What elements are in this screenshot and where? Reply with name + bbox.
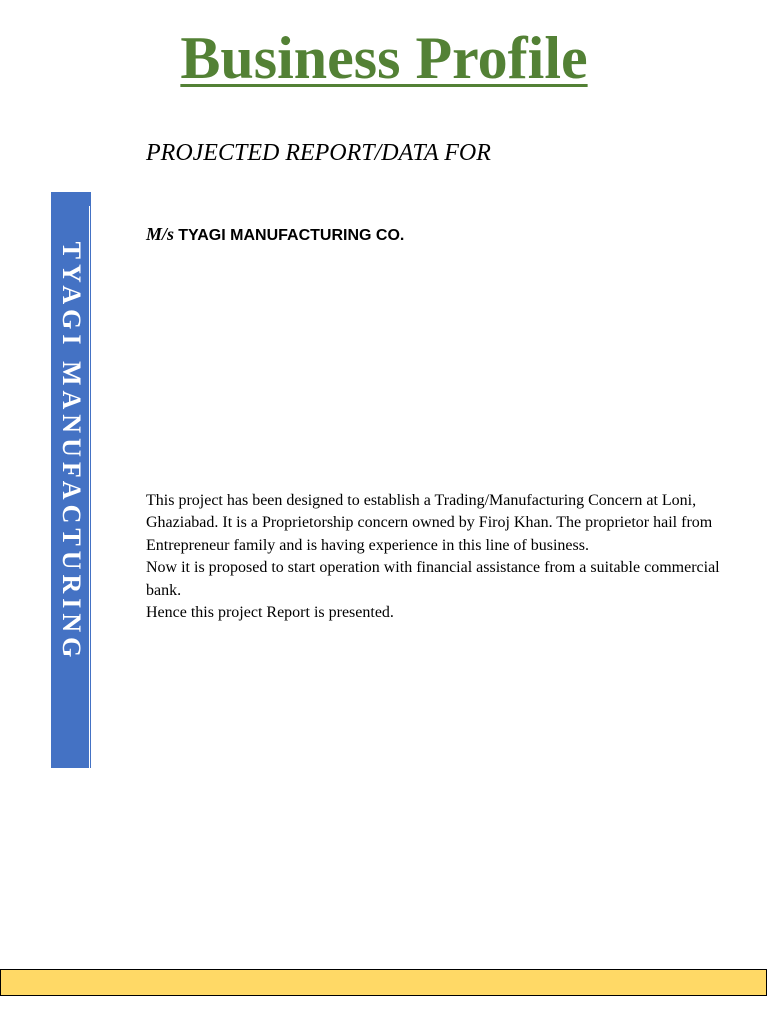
page-title: Business Profile: [180, 25, 588, 91]
description-paragraph: This project has been designed to establish a Trading/Manufacturing Concern at Loni, Ghaziabad. It is a Proprietorship concern owned by Firoj Khan. The proprietor hail from Entrepreneur family and is having experience in this line of business.: [146, 492, 713, 554]
footer-bar: [0, 969, 767, 996]
sidebar-divider: [89, 206, 90, 768]
description-paragraph: Now it is proposed to start operation with financial assistance from a suitable commercial bank.: [146, 559, 720, 599]
company-prefix: M/s: [146, 224, 175, 244]
project-description: [146, 490, 726, 624]
description-paragraph: Hence this project Report is presented.: [146, 604, 394, 622]
company-name: TYAGI MANUFACTURING CO.: [178, 227, 405, 244]
sidebar-banner: [51, 192, 91, 768]
report-subtitle: PROJECTED REPORT/DATA FOR: [146, 140, 491, 166]
sidebar-company-text: TYAGI MANUFACTURING: [57, 241, 86, 663]
company-line: [146, 222, 404, 248]
